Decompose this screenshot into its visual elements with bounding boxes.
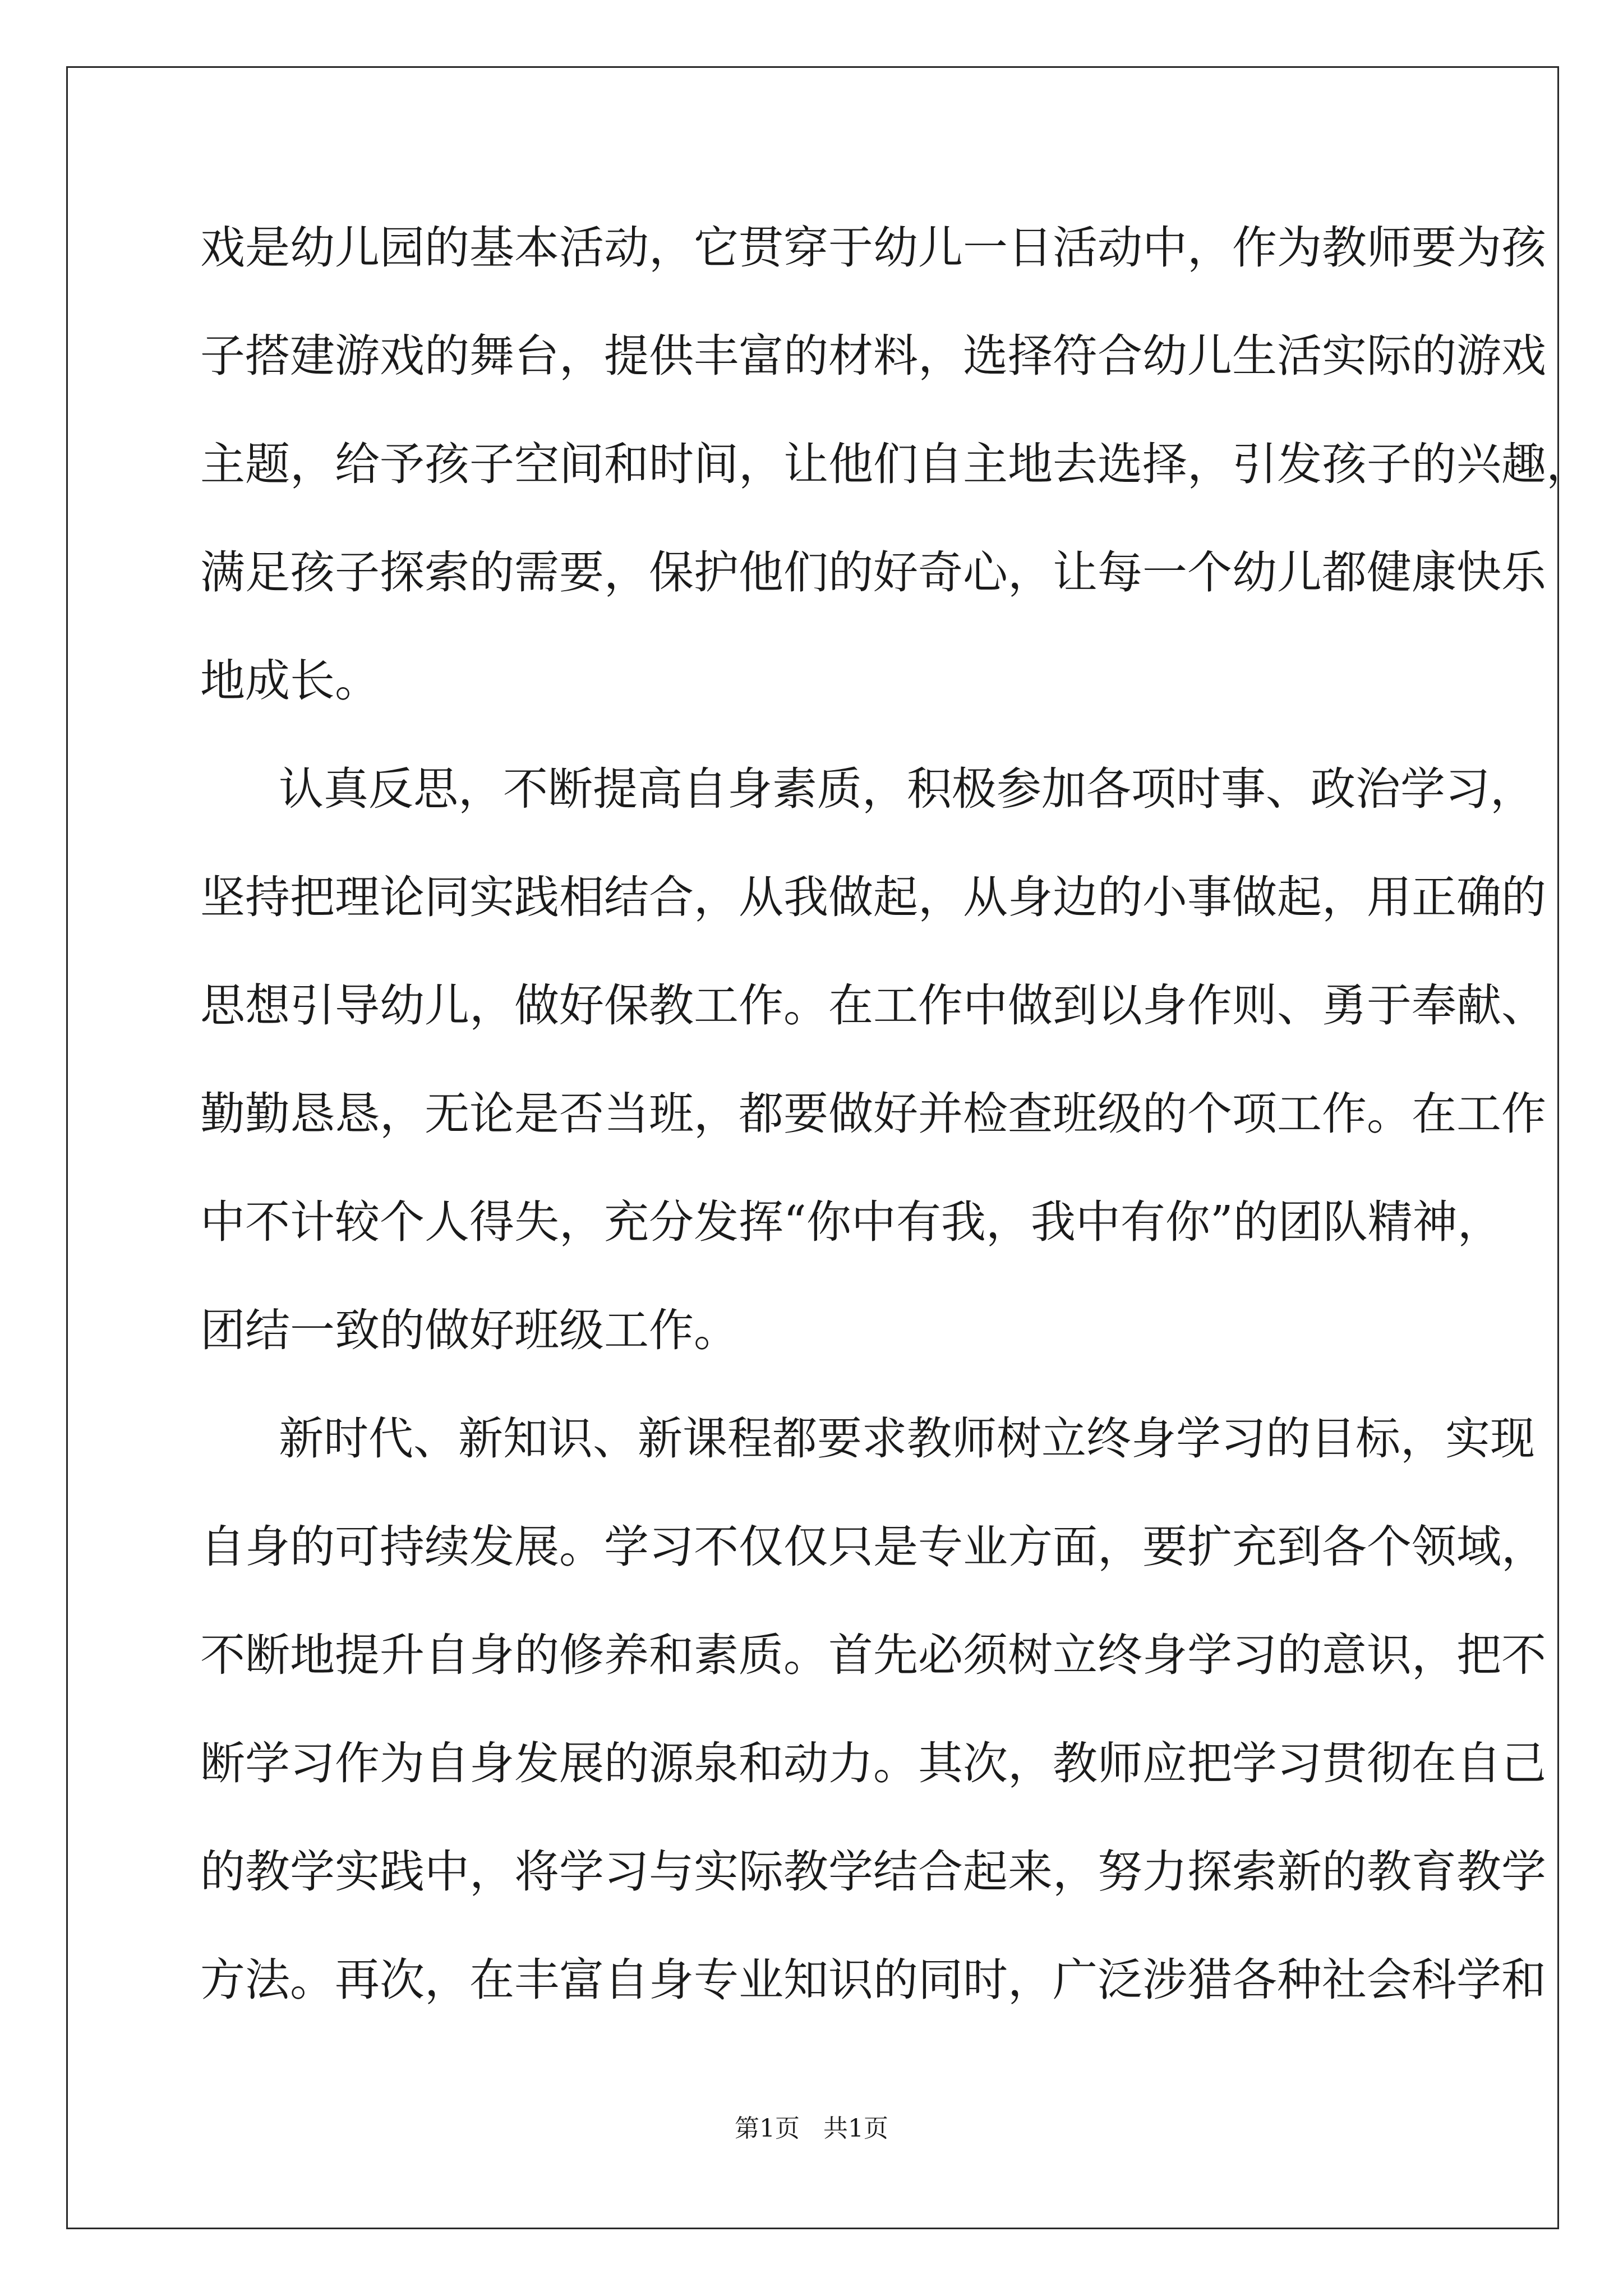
text-line: 勤勤恳恳，无论是否当班，都要做好并检查班级的个项工作。在工作 xyxy=(200,1088,1546,1140)
text-line: 认真反思，不断提高自身素质，积极参加各项时事、政治学习， xyxy=(279,763,1535,815)
text-line: 思想引导幼儿，做好保教工作。在工作中做到以身作则、勇于奉献、 xyxy=(200,979,1546,1032)
text-line: 坚持把理论同实践相结合，从我做起，从身边的小事做起，用正确的 xyxy=(200,871,1546,923)
text-line: 地成长。 xyxy=(200,655,380,707)
text-line: 戏是幼儿园的基本活动，它贯穿于幼儿一日活动中，作为教师要为孩 xyxy=(200,222,1546,274)
text-line: 的教学实践中，将学习与实际教学结合起来，努力探索新的教育教学 xyxy=(200,1846,1546,1898)
text-line: 不断地提升自身的修养和素质。首先必须树立终身学习的意识，把不 xyxy=(200,1629,1546,1681)
text-line: 中不计较个人得失，充分发挥“你中有我，我中有你”的团队精神， xyxy=(200,1196,1502,1248)
text-line: 团结一致的做好班级工作。 xyxy=(200,1304,739,1356)
page-footer: 第1页 共1页 xyxy=(735,2114,888,2143)
text-line: 断学习作为自身发展的源泉和动力。其次，教师应把学习贯彻在自己 xyxy=(200,1737,1546,1789)
page-border xyxy=(66,66,1591,2229)
text-line: 主题，给予孩子空间和时间，让他们自主地去选择，引发孩子的兴趣， xyxy=(200,438,1591,490)
text-line: 自身的可持续发展。学习不仅仅只是专业方面，要扩充到各个领域， xyxy=(200,1521,1546,1573)
text-line: 满足孩子探索的需要，保护他们的好奇心，让每一个幼儿都健康快乐 xyxy=(200,546,1546,599)
text-line: 子搭建游戏的舞台，提供丰富的材料，选择符合幼儿生活实际的游戏 xyxy=(200,330,1546,382)
text-line: 新时代、新知识、新课程都要求教师树立终身学习的目标，实现 xyxy=(279,1412,1535,1465)
text-line: 方法。再次，在丰富自身专业知识的同时，广泛涉猎各种社会科学和 xyxy=(200,1954,1546,2006)
